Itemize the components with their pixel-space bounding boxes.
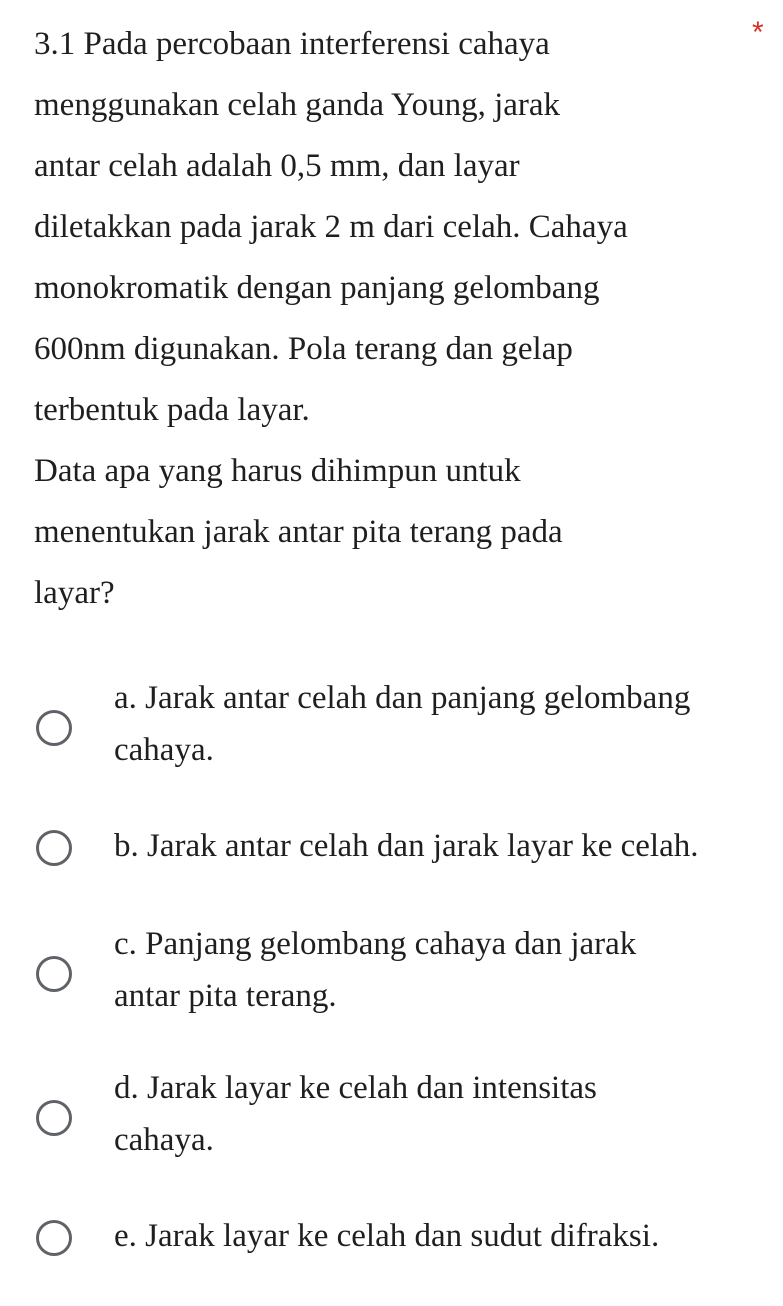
option-line: e. Jarak layar ke celah dan sudut difraksi. [114, 1218, 660, 1254]
question-line: terbentuk pada layar. [34, 392, 310, 428]
option-e-radio[interactable] [36, 1220, 72, 1256]
question-line: Data apa yang harus dihimpun untuk [34, 453, 521, 489]
option-line: d. Jarak layar ke celah dan intensitas [114, 1070, 597, 1106]
question-line: menentukan jarak antar pita terang pada [34, 514, 563, 550]
question-line: diletakkan pada jarak 2 m dari celah. Cahaya [34, 209, 628, 245]
question-line: monokromatik dengan panjang gelombang [34, 270, 600, 306]
required-marker: * [752, 16, 764, 49]
option-e-label[interactable] [114, 1210, 774, 1262]
option-c[interactable] [36, 918, 776, 1028]
option-line: cahaya. [114, 732, 214, 768]
option-d[interactable] [36, 1062, 776, 1172]
option-b-label[interactable] [114, 820, 774, 872]
option-line: antar pita terang. [114, 978, 337, 1014]
option-line: c. Panjang gelombang cahaya dan jarak [114, 926, 637, 962]
option-b[interactable] [36, 820, 776, 876]
option-b-radio[interactable] [36, 830, 72, 866]
option-line: b. Jarak antar celah dan jarak layar ke celah. [114, 828, 699, 864]
option-d-radio[interactable] [36, 1100, 72, 1136]
option-a[interactable] [36, 672, 776, 782]
option-c-radio[interactable] [36, 956, 72, 992]
option-c-label[interactable] [114, 918, 774, 1022]
option-line: cahaya. [114, 1122, 214, 1158]
option-a-radio[interactable] [36, 710, 72, 746]
question-line: layar? [34, 575, 115, 611]
option-e[interactable] [36, 1210, 776, 1266]
question-line: 3.1 Pada percobaan interferensi cahaya [34, 26, 550, 62]
option-d-label[interactable] [114, 1062, 774, 1166]
option-a-label[interactable] [114, 672, 774, 776]
question-line: menggunakan celah ganda Young, jarak [34, 87, 561, 123]
question-line: 600nm digunakan. Pola terang dan gelap [34, 331, 573, 367]
option-line: a. Jarak antar celah dan panjang gelombang [114, 680, 691, 716]
question-line: antar celah adalah 0,5 mm, dan layar [34, 148, 520, 184]
